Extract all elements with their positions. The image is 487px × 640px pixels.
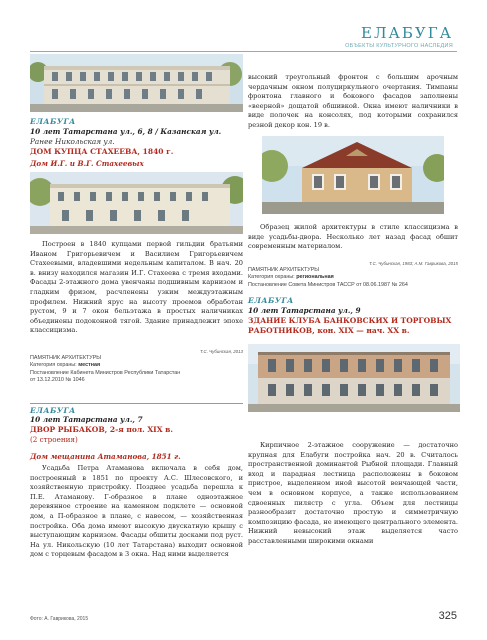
old-street-name: Ранее Никольская ул. xyxy=(30,137,115,146)
body-text-stakheev: Построен в 1840 купцами первой гильдии братьями Иваном Григорьевичем и Василием Григорьевичем Стахеевыми, владевшими недельным капиталом. В нач. 20 в. внизу находился магазин И.Г. Стахеева с тремя входами. Фасады 2-этажного дома увенчаны подшивным карнизом и гладким фризом, расчленены узким междуэтажным профилем. Нижний ярус на высоту проемов обработан рустом, 9 и 7 окон бельэтажа в простых наличниках объединены подоконной тягой. Здание принадлежит эпохе классицизма. xyxy=(30,240,243,335)
running-header-subtitle: ОБЪЕКТЫ КУЛЬТУРНОГО НАСЛЕДИЯ xyxy=(345,43,453,49)
section-label-elabuga-3: ЕЛАБУГА xyxy=(248,296,294,305)
heading-stakheev-house: ДОМ КУПЦА СТАХЕЕВА, 1840 г. xyxy=(30,147,174,156)
protection-category: Категория охраны: местная xyxy=(30,362,101,369)
photo-credit: Фото: А. Гаврикова, 2015 xyxy=(30,616,89,622)
decree-line-2: от 13.12.2010 № 1046 xyxy=(30,377,85,384)
monument-info-2 xyxy=(248,267,458,289)
body-text-example: Образец жилой архитектуры в стиле классицизма в виде усадьбы-двора. Несколько лет назад фасад обшит современным материалом. xyxy=(248,223,458,251)
heading-bank-club: ЗДАНИЕ КЛУБА БАНКОВСКИХ И ТОРГОВЫХ РАБОТНИКОВ, кон. XIX — нач. XX в. xyxy=(248,316,452,335)
section-label-elabuga-1: ЕЛАБУГА xyxy=(30,117,76,126)
section-divider xyxy=(30,403,243,404)
body-text-atamanov: Усадьба Петра Атаманова включала в себя дом, построенный в 1851 по проекту А.С. Шлесовского, и хозяйственную пристройку. Позднее усадьба перешла к П.Е. Атаманову. Г-образное в плане одноэтажное деревянное строение на каменном подклете — основной дом, а П-образное в плане, с навесом, — хозяйственная постройка. Оба дома имеют высокую двускатную крышу с выступающим карнизом. Фасады обшиты досками под руст. На ул. Никольскую (10 лет Татарстана) выходит основной дом с торцевым фасадом в 3 окна. Над ними выделяется xyxy=(30,464,243,559)
photo-club-building xyxy=(248,344,460,412)
body-text-bank-club: Кирпичное 2-этажное сооружение — достаточно крупная для Елабуги постройка нач. 20 в. Считалось пространственной доминантой Рыбной площади. Главный вход и парадная лестница расположены в боковом пристрое, выделенном иной высотой венчающей части, чем в основном корпусе, а также использованием сдвоенных пилястр с угла. Объем для лестницы разнообразит достаточно простую и симметричную композицию фасада, не имеющего центрального элемента. Нижний невысокий этаж выделяется часто расставленными широкими окнами xyxy=(248,441,458,545)
section-label-elabuga-2: ЕЛАБУГА xyxy=(30,406,76,415)
monument-info-1 xyxy=(30,355,243,385)
subheading-stakheev: Дом И.Г. и В.Г. Стахеевых xyxy=(30,159,144,168)
subheading-atamanov-house: Дом мещанина Атаманова, 1851 г. xyxy=(30,452,181,461)
running-header-title: ЕЛАБУГА xyxy=(361,24,453,42)
photo-caption-1: Т.С. Чубинская, 2013 xyxy=(200,349,243,354)
photo-stakheev-house xyxy=(30,54,243,112)
photo-wooden-house xyxy=(262,136,444,214)
address-2: 10 лет Татарстана ул., 7 xyxy=(30,415,143,424)
body-text-continuation: высокий треугольный фронтон с большим арочным чердачным окном полуциркульного очертания. Тимпаны фронтона главного и бокового фасадов заполнены «веерной» дощатой обшивкой. Окна имеют наличники в виде полочек на консолях, под которыми сохранился резной декор кон. 19 в. xyxy=(248,73,458,129)
page-number: 325 xyxy=(438,610,457,622)
photo-caption-2: Т.С. Чубинская, 1983; А.М. Гаврикова, 2015 xyxy=(369,261,458,266)
header-rule xyxy=(30,51,457,52)
subheading-buildings-count: (2 строения) xyxy=(30,435,78,444)
address-3: 10 лет Татарстана ул., 9 xyxy=(248,306,361,315)
address-1: 10 лет Татарстана ул., 6, 8 / Казанская ул. xyxy=(30,127,222,136)
protection-category: Категория охраны: региональная xyxy=(248,274,334,281)
decree-line-1: Постановление Кабинета Министров Республики Татарстан xyxy=(30,369,181,376)
decree-line: Постановление Совета Министров ТАССР от 08.06.1987 № 264 xyxy=(248,281,408,288)
photo-house-front xyxy=(30,172,243,234)
heading-rybakov-yard: ДВОР РЫБАКОВ, 2-я пол. XIX в. xyxy=(30,425,173,434)
monument-type: ПАМЯТНИК АРХИТЕКТУРЫ xyxy=(248,267,320,273)
monument-type: ПАМЯТНИК АРХИТЕКТУРЫ xyxy=(30,355,102,361)
